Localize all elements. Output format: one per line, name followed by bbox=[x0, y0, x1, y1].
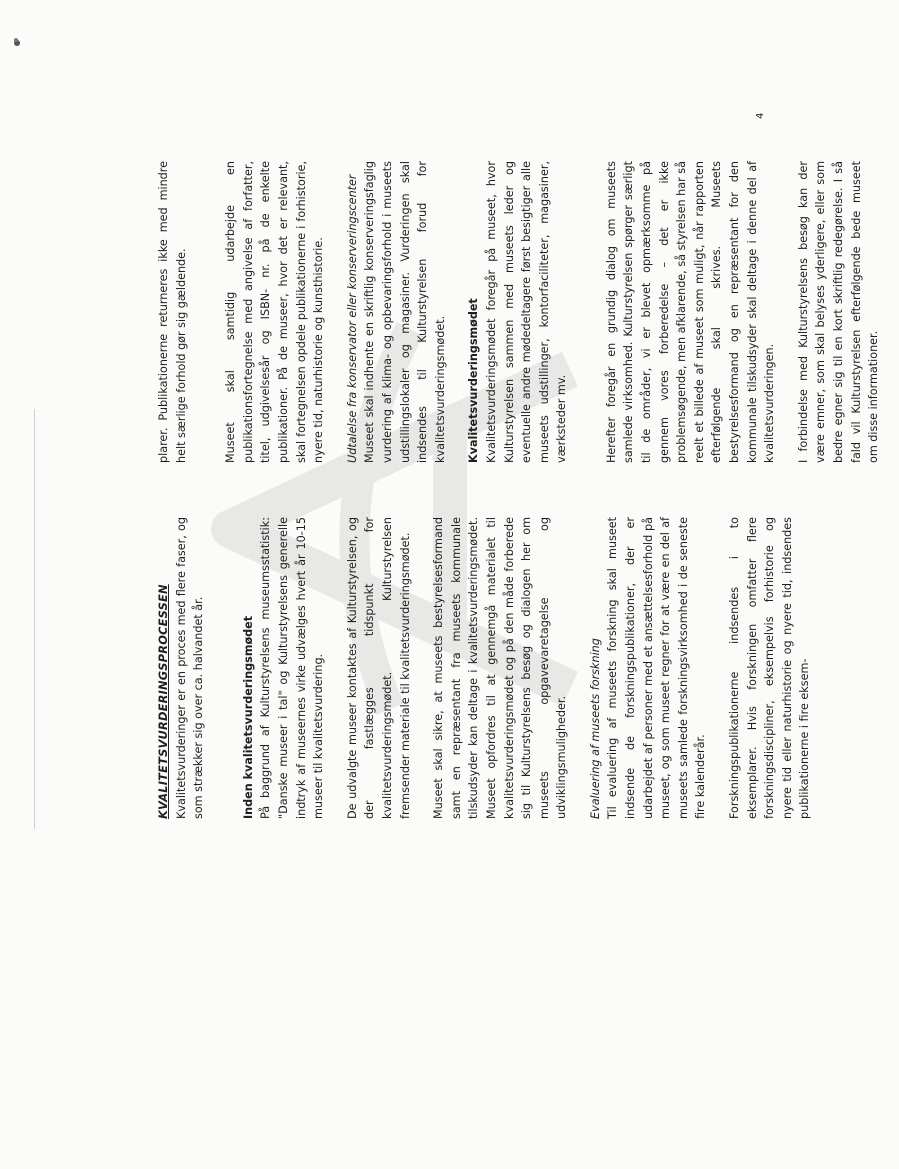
paragraph-publikationsfortegnelse: Museet skal samtidig udarbejde en publikationsfortegnelse med angivelse af forfatter, titel, udgivelsesår og ISBN- nr. på de enkelte publikationer. På de museer, hvor det er relevant, skal fortegnelsen opdele publikationerne i forhistorie, nyere tid, naturhistorie og kunsthistorie. bbox=[224, 161, 326, 463]
paragraph-moedet-foregaar: Kvalitetsvurderingsmødet foregår på museet, hvor Kulturstyrelsen sammen med museets leder og eventuelle andre mødedeltagere først besigtiger alle museets udstillinger, kontorfaciliteter, magasiner, værksteder mv. bbox=[484, 161, 569, 463]
paragraph-konservator: Museet skal indhente en skriftlig konserveringsfaglig vurdering af klima- og opbevaringsforhold i museets udstillingslokaler og magasiner. Vurderingen skal indsendes til Kulturstyrelsen forud for kvalitetsvurderingsmødet. bbox=[363, 161, 447, 463]
paragraph-dialog: Herefter foregår en grundig dialog om museets samlede virksomhed. Kulturstyrelsen spørger særligt til de områder, vi er blevet opmærksomme på gennem vores forberedelse – det er ikke problemsøgende, men afklarende, så styrelsen har så reelt et billede af museet som muligt, når rapporten efterfølgende skal skrives. Museets bestyrelsesformand og en repræsentant for den kommunale tilskudsyder skal deltage i denne del af kvalitetsvurderingen. bbox=[604, 161, 777, 463]
paragraph-forskningspublikationer: Til evaluering af museets forskning skal museet indsende de forskningspublikationer, der er udarbejdet af personer med et ansættelsesforhold på museet, og som museet regner for at være en del af museets samlede forskningsvirksomhed i de seneste fire kalenderår. bbox=[606, 517, 708, 819]
intro-paragraph: Kvalitetsvurderinger er en proces med flere faser, og som strækker sig over ca. halvandet år. bbox=[174, 517, 206, 819]
document-title: KVALITETSVURDERINGSPROCESSEN bbox=[156, 584, 170, 819]
scan-edge-line bbox=[34, 409, 35, 829]
paragraph-besoeg: I forbindelse med Kulturstyrelsens besøg kan der være emner, som skal belyses yderligere, eller som bedre egner sig til en kort skriftlig redegørelse. I så fald vil Kulturstyrelsen efterfølgende bede museet om disse informationer. bbox=[796, 161, 881, 463]
paragraph-udvalgte-museer: De udvalgte museer kontaktes af Kulturstyrelsen, og der fastlægges tidspunkt for kvalitetsvurderingsmødet. Kulturstyrelsen fremsender materiale til kvalitetsvurderingsmødet. bbox=[345, 517, 412, 819]
ink-blot-icon bbox=[12, 37, 22, 47]
paragraph-bestyrelsesformand: Museet skal sikre, at museets bestyrelsesformand samt en repræsentant fra museets kommunale tilskudsyder kan deltage i kvalitetsvurderingsmødet. Museet opfordres til at gennemgå materialet til kvalitetsvurderingsmødet og på den måde forberede sig til Kulturstyrelsens besøg og dialogen her om museets opgavevaretagelse og udviklingsmuligheder. bbox=[432, 517, 569, 819]
paragraph-plarer: plarer. Publikationerne returneres ikke med mindre helt særlige forhold gør sig gældende. bbox=[157, 161, 188, 463]
section-heading-evaluering: Evaluering af museets forskning bbox=[588, 638, 602, 819]
left-text-column bbox=[155, 517, 830, 819]
paragraph-eksemplarer: Forskningspublikationerne indsendes i to eksemplarer. Hvis forskningen omfatter flere forskningsdiscipliner, eksempelvis forhistorie og nyere tid eller naturhistorie og nyere tid, indsendes publikationerne i fire eksem- bbox=[728, 517, 812, 819]
page-number: 4 bbox=[755, 112, 766, 119]
right-text-column bbox=[155, 161, 899, 463]
section-heading-kvalitetsvurderingsmoedet: Kvalitetsvurderingsmødet bbox=[467, 298, 481, 463]
section-heading-inden: Inden kvalitetsvurderingsmødet bbox=[241, 615, 255, 819]
paragraph-museumsstatistik: På baggrund af Kulturstyrelsens museumsstatistik: "Danske museer i tal" og Kulturstyrelsens generelle indtryk af museernes virke udvælges hvert år 10-15 museer til kvalitetsvurdering. bbox=[259, 517, 326, 819]
section-heading-udtalelse: Udtalelse fra konservator eller konserveringscenter bbox=[345, 174, 359, 463]
